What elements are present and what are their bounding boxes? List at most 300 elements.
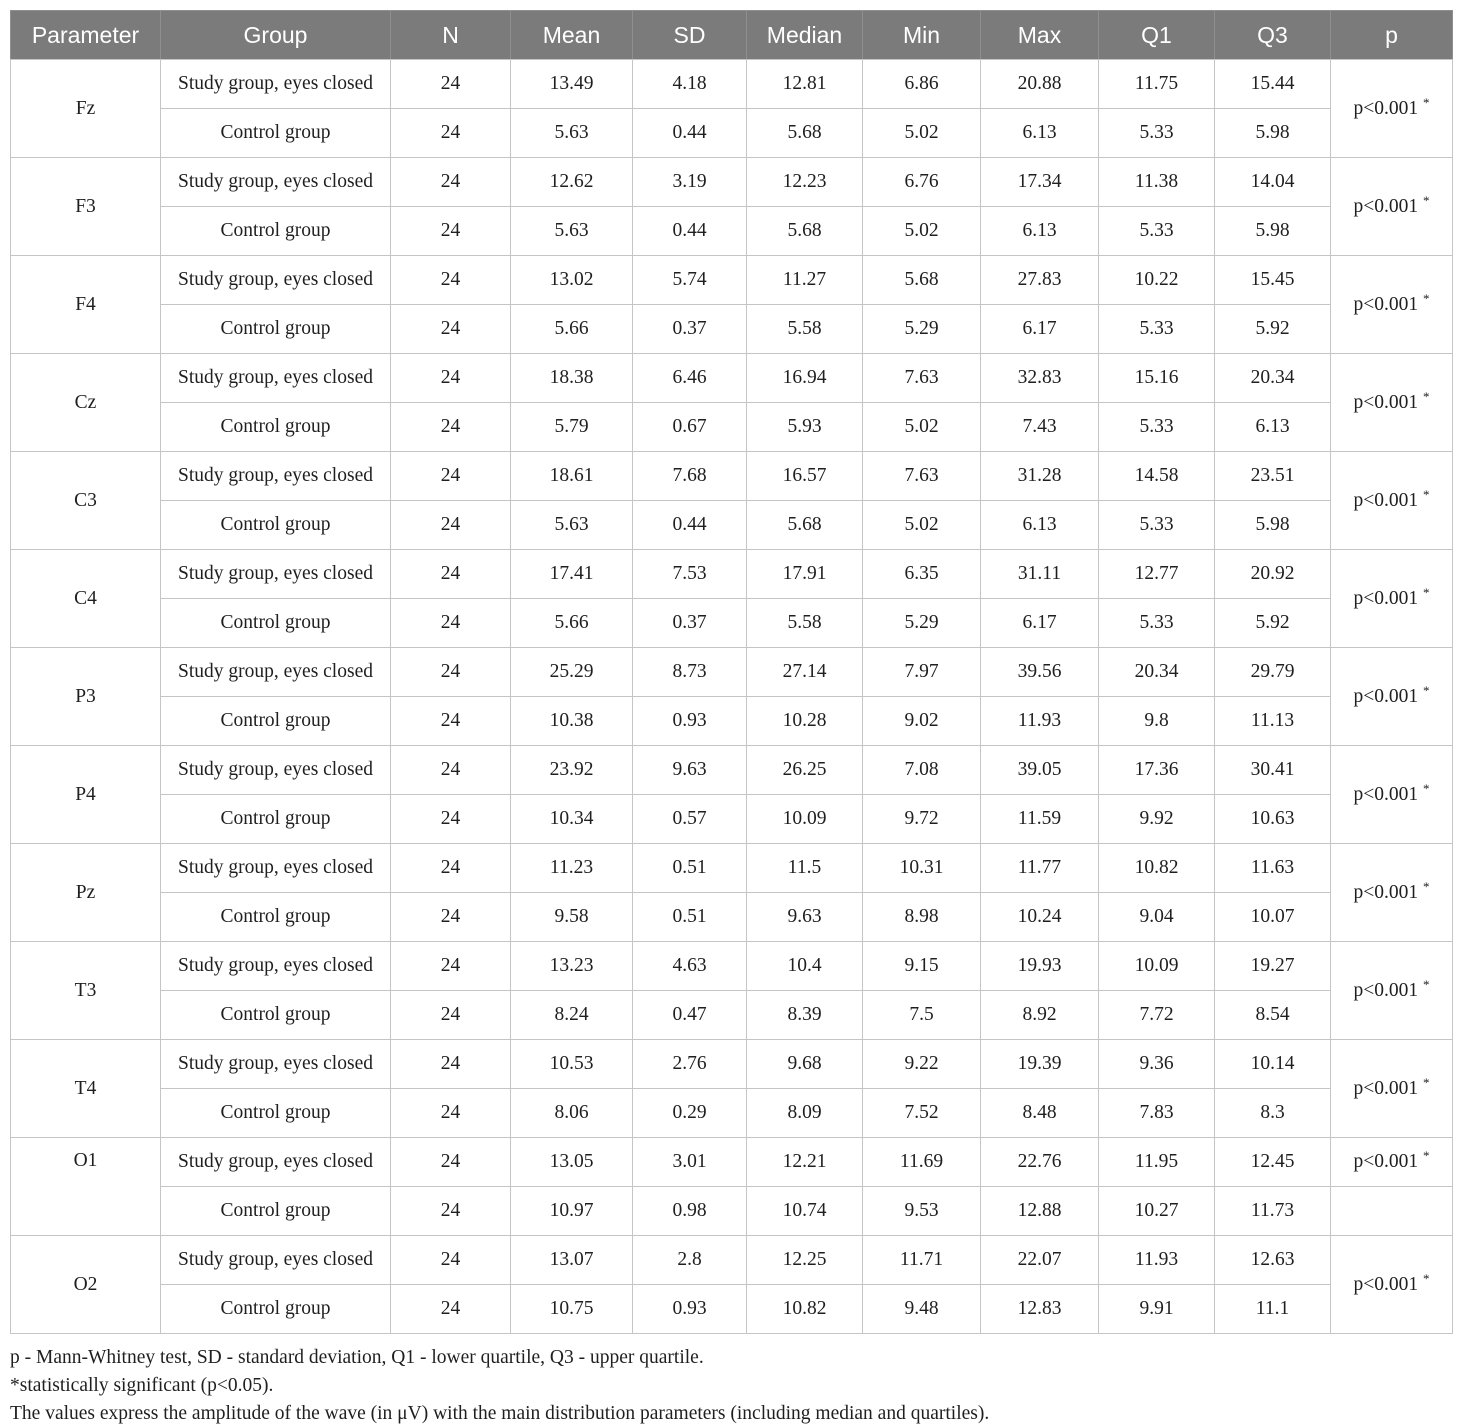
table-body [11,60,1453,1334]
p-value-text: p<0.001 [1353,587,1423,609]
study-n-cell: 24 [391,256,511,305]
p-value-cell [1331,648,1453,746]
control-mean-cell: 5.66 [511,305,633,354]
study-n-cell: 24 [391,942,511,991]
column-header-median: Median [747,11,863,60]
p-value-text: p<0.001 [1353,1151,1423,1172]
study-max-cell: 39.05 [981,746,1099,795]
table-row-t3-study [11,942,1453,991]
study-n-cell: 24 [391,1138,511,1187]
significance-star: * [1423,682,1430,698]
control-q3-cell: 11.1 [1215,1285,1331,1334]
significance-star: * [1423,780,1430,796]
control-q1-cell: 5.33 [1099,305,1215,354]
control-q3-cell: 10.07 [1215,893,1331,942]
study-n-cell: 24 [391,648,511,697]
control-group-cell: Control group [161,305,391,354]
control-min-cell: 7.5 [863,991,981,1040]
control-q1-cell: 9.92 [1099,795,1215,844]
p-value-text: p<0.001 [1353,1077,1423,1099]
footnote-line-2: *statistically significant (p<0.05). [10,1375,274,1396]
study-n-cell: 24 [391,354,511,403]
study-max-cell: 11.77 [981,844,1099,893]
p-value-cell [1331,60,1453,158]
control-max-cell: 11.93 [981,697,1099,746]
study-n-cell: 24 [391,1236,511,1285]
control-n-cell: 24 [391,305,511,354]
study-max-cell: 32.83 [981,354,1099,403]
study-max-cell: 22.07 [981,1236,1099,1285]
control-max-cell: 8.92 [981,991,1099,1040]
parameter-cell: P3 [11,648,161,746]
control-min-cell: 5.02 [863,207,981,256]
control-mean-cell: 5.63 [511,109,633,158]
p-value-text: p<0.001 [1353,979,1423,1001]
study-sd-cell: 7.68 [633,452,747,501]
table-row-c3-control [11,501,1453,550]
study-mean-cell: 11.23 [511,844,633,893]
column-header-min: Min [863,11,981,60]
footnote-line-3: The values express the amplitude of the wave (in μV) with the main distribution parameters (including median and quartiles). [10,1403,990,1424]
table-row-t3-control [11,991,1453,1040]
p-value-text: p<0.001 [1353,293,1423,315]
p-value-cell [1331,452,1453,550]
control-n-cell: 24 [391,109,511,158]
table-row-p4-control [11,795,1453,844]
control-mean-cell: 5.66 [511,599,633,648]
study-group-cell: Study group, eyes closed [161,746,391,795]
study-group-cell: Study group, eyes closed [161,844,391,893]
column-header-mean: Mean [511,11,633,60]
control-sd-cell: 0.51 [633,893,747,942]
study-q1-cell: 11.75 [1099,60,1215,109]
study-median-cell: 11.5 [747,844,863,893]
study-n-cell: 24 [391,746,511,795]
control-sd-cell: 0.47 [633,991,747,1040]
study-sd-cell: 2.8 [633,1236,747,1285]
study-mean-cell: 13.23 [511,942,633,991]
control-max-cell: 11.59 [981,795,1099,844]
study-q1-cell: 17.36 [1099,746,1215,795]
significance-star: * [1423,584,1430,600]
control-median-cell: 9.63 [747,893,863,942]
study-sd-cell: 9.63 [633,746,747,795]
study-mean-cell: 13.49 [511,60,633,109]
study-sd-cell: 5.74 [633,256,747,305]
control-max-cell: 10.24 [981,893,1099,942]
parameter-cell: T4 [11,1040,161,1138]
study-q3-cell: 15.44 [1215,60,1331,109]
column-header-max: Max [981,11,1099,60]
control-median-cell: 10.28 [747,697,863,746]
study-sd-cell: 7.53 [633,550,747,599]
study-min-cell: 7.97 [863,648,981,697]
study-median-cell: 10.4 [747,942,863,991]
p-value-cell-empty [1331,1187,1453,1236]
study-median-cell: 12.21 [747,1138,863,1187]
control-q1-cell: 7.83 [1099,1089,1215,1138]
study-median-cell: 9.68 [747,1040,863,1089]
control-group-cell: Control group [161,207,391,256]
study-max-cell: 27.83 [981,256,1099,305]
control-group-cell: Control group [161,109,391,158]
table-row-f4-study [11,256,1453,305]
study-max-cell: 19.39 [981,1040,1099,1089]
control-max-cell: 6.13 [981,501,1099,550]
study-mean-cell: 18.38 [511,354,633,403]
study-max-cell: 39.56 [981,648,1099,697]
column-header-sd: SD [633,11,747,60]
control-max-cell: 12.83 [981,1285,1099,1334]
table-row-o1-study [11,1138,1453,1187]
control-max-cell: 8.48 [981,1089,1099,1138]
control-q1-cell: 5.33 [1099,207,1215,256]
p-value-cell [1331,942,1453,1040]
control-median-cell: 5.58 [747,599,863,648]
control-group-cell: Control group [161,403,391,452]
study-q3-cell: 23.51 [1215,452,1331,501]
study-mean-cell: 17.41 [511,550,633,599]
study-group-cell: Study group, eyes closed [161,158,391,207]
control-q1-cell: 9.8 [1099,697,1215,746]
study-n-cell: 24 [391,452,511,501]
study-min-cell: 7.63 [863,452,981,501]
column-header-q1: Q1 [1099,11,1215,60]
control-mean-cell: 10.97 [511,1187,633,1236]
control-q3-cell: 11.73 [1215,1187,1331,1236]
table-row-p4-study [11,746,1453,795]
p-value-cell [1331,550,1453,648]
study-min-cell: 6.35 [863,550,981,599]
parameter-cell: Pz [11,844,161,942]
control-q3-cell: 6.13 [1215,403,1331,452]
control-q1-cell: 5.33 [1099,403,1215,452]
table-row-c3-study [11,452,1453,501]
control-sd-cell: 0.93 [633,697,747,746]
control-min-cell: 9.53 [863,1187,981,1236]
control-sd-cell: 0.93 [633,1285,747,1334]
p-value-cell [1331,1040,1453,1138]
study-min-cell: 5.68 [863,256,981,305]
study-q1-cell: 10.22 [1099,256,1215,305]
study-sd-cell: 6.46 [633,354,747,403]
control-min-cell: 5.29 [863,599,981,648]
study-n-cell: 24 [391,550,511,599]
control-n-cell: 24 [391,795,511,844]
parameter-cell: C3 [11,452,161,550]
study-q3-cell: 30.41 [1215,746,1331,795]
study-group-cell: Study group, eyes closed [161,942,391,991]
control-q1-cell: 9.91 [1099,1285,1215,1334]
control-group-cell: Control group [161,1285,391,1334]
study-max-cell: 22.76 [981,1138,1099,1187]
study-sd-cell: 3.01 [633,1138,747,1187]
parameter-cell: Cz [11,354,161,452]
p-value-text: p<0.001 [1353,783,1423,805]
parameter-cell: P4 [11,746,161,844]
study-group-cell: Study group, eyes closed [161,550,391,599]
control-mean-cell: 10.34 [511,795,633,844]
study-mean-cell: 25.29 [511,648,633,697]
study-median-cell: 27.14 [747,648,863,697]
study-q3-cell: 12.45 [1215,1138,1331,1187]
p-value-text: p<0.001 [1353,391,1423,413]
study-median-cell: 16.94 [747,354,863,403]
significance-star: * [1423,388,1430,404]
p-value-text: p<0.001 [1353,489,1423,511]
control-min-cell: 7.52 [863,1089,981,1138]
study-median-cell: 11.27 [747,256,863,305]
study-min-cell: 6.76 [863,158,981,207]
footnote-line-1: p - Mann-Whitney test, SD - standard deviation, Q1 - lower quartile, Q3 - upper quartile. [10,1347,704,1368]
study-mean-cell: 13.02 [511,256,633,305]
study-q1-cell: 10.82 [1099,844,1215,893]
control-median-cell: 10.74 [747,1187,863,1236]
study-group-cell: Study group, eyes closed [161,1138,391,1187]
control-group-cell: Control group [161,991,391,1040]
study-sd-cell: 8.73 [633,648,747,697]
control-n-cell: 24 [391,599,511,648]
control-median-cell: 10.09 [747,795,863,844]
p-value-cell [1331,354,1453,452]
study-q3-cell: 12.63 [1215,1236,1331,1285]
study-mean-cell: 10.53 [511,1040,633,1089]
significance-star: * [1423,486,1430,502]
study-q3-cell: 29.79 [1215,648,1331,697]
p-value-cell [1331,844,1453,942]
study-n-cell: 24 [391,844,511,893]
control-min-cell: 5.29 [863,305,981,354]
control-q3-cell: 5.98 [1215,109,1331,158]
table-row-t4-control [11,1089,1453,1138]
study-group-cell: Study group, eyes closed [161,354,391,403]
p-value-cell [1331,1236,1453,1334]
study-max-cell: 31.11 [981,550,1099,599]
control-min-cell: 9.48 [863,1285,981,1334]
p-value-text: p<0.001 [1353,685,1423,707]
control-mean-cell: 5.63 [511,207,633,256]
study-mean-cell: 12.62 [511,158,633,207]
table-header [11,11,1453,60]
control-median-cell: 5.58 [747,305,863,354]
control-min-cell: 5.02 [863,501,981,550]
p-value-text: p<0.001 [1353,881,1423,903]
control-sd-cell: 0.37 [633,305,747,354]
table-row-o2-study [11,1236,1453,1285]
control-q3-cell: 10.63 [1215,795,1331,844]
study-q1-cell: 20.34 [1099,648,1215,697]
study-group-cell: Study group, eyes closed [161,452,391,501]
control-group-cell: Control group [161,599,391,648]
study-median-cell: 26.25 [747,746,863,795]
control-median-cell: 5.68 [747,207,863,256]
control-mean-cell: 10.75 [511,1285,633,1334]
table-row-o1-control [11,1187,1453,1236]
parameter-cell: F3 [11,158,161,256]
study-sd-cell: 4.63 [633,942,747,991]
control-q3-cell: 5.98 [1215,207,1331,256]
control-q1-cell: 5.33 [1099,501,1215,550]
study-max-cell: 20.88 [981,60,1099,109]
study-min-cell: 11.71 [863,1236,981,1285]
control-q3-cell: 8.54 [1215,991,1331,1040]
control-mean-cell: 10.38 [511,697,633,746]
column-header-parameter: Parameter [11,11,161,60]
control-q3-cell: 5.92 [1215,305,1331,354]
table-row-pz-study [11,844,1453,893]
study-min-cell: 7.63 [863,354,981,403]
table-row-cz-control [11,403,1453,452]
control-max-cell: 6.13 [981,109,1099,158]
study-min-cell: 7.08 [863,746,981,795]
study-q3-cell: 11.63 [1215,844,1331,893]
control-group-cell: Control group [161,697,391,746]
table-footnotes [10,1344,1452,1428]
p-value-text: p<0.001 [1353,97,1423,119]
control-n-cell: 24 [391,207,511,256]
control-sd-cell: 0.67 [633,403,747,452]
control-sd-cell: 0.29 [633,1089,747,1138]
table-row-c4-control [11,599,1453,648]
p-value-cell [1331,746,1453,844]
control-max-cell: 12.88 [981,1187,1099,1236]
table-row-o2-control [11,1285,1453,1334]
study-median-cell: 17.91 [747,550,863,599]
control-n-cell: 24 [391,991,511,1040]
column-header-q3: Q3 [1215,11,1331,60]
control-max-cell: 6.17 [981,599,1099,648]
study-min-cell: 11.69 [863,1138,981,1187]
parameter-cell: Fz [11,60,161,158]
control-group-cell: Control group [161,795,391,844]
p-value-text: p<0.001 [1353,195,1423,217]
study-n-cell: 24 [391,158,511,207]
control-q1-cell: 5.33 [1099,109,1215,158]
control-q1-cell: 5.33 [1099,599,1215,648]
control-sd-cell: 0.44 [633,109,747,158]
significance-star: * [1423,878,1430,894]
table-row-f3-control [11,207,1453,256]
significance-star: * [1423,192,1430,208]
study-max-cell: 31.28 [981,452,1099,501]
header-row [11,11,1453,60]
study-q3-cell: 20.92 [1215,550,1331,599]
table-row-c4-study [11,550,1453,599]
study-group-cell: Study group, eyes closed [161,60,391,109]
study-q1-cell: 11.93 [1099,1236,1215,1285]
p-value-cell [1331,158,1453,256]
study-n-cell: 24 [391,1040,511,1089]
study-group-cell: Study group, eyes closed [161,256,391,305]
control-median-cell: 8.39 [747,991,863,1040]
study-q1-cell: 11.38 [1099,158,1215,207]
table-row-p3-control [11,697,1453,746]
study-q1-cell: 11.95 [1099,1138,1215,1187]
control-mean-cell: 8.24 [511,991,633,1040]
control-median-cell: 5.68 [747,501,863,550]
control-group-cell: Control group [161,501,391,550]
study-mean-cell: 13.05 [511,1138,633,1187]
study-q1-cell: 15.16 [1099,354,1215,403]
study-mean-cell: 18.61 [511,452,633,501]
control-mean-cell: 8.06 [511,1089,633,1138]
table-row-pz-control [11,893,1453,942]
study-group-cell: Study group, eyes closed [161,1236,391,1285]
study-min-cell: 6.86 [863,60,981,109]
study-q3-cell: 19.27 [1215,942,1331,991]
control-n-cell: 24 [391,893,511,942]
control-median-cell: 10.82 [747,1285,863,1334]
parameter-cell: O2 [11,1236,161,1334]
study-q1-cell: 9.36 [1099,1040,1215,1089]
control-sd-cell: 0.57 [633,795,747,844]
control-group-cell: Control group [161,893,391,942]
control-n-cell: 24 [391,1187,511,1236]
significance-star: * [1423,290,1430,306]
study-max-cell: 17.34 [981,158,1099,207]
column-header-p: p [1331,11,1453,60]
control-n-cell: 24 [391,403,511,452]
control-sd-cell: 0.44 [633,207,747,256]
control-median-cell: 5.68 [747,109,863,158]
parameter-cell: O1 [11,1138,161,1236]
study-q3-cell: 15.45 [1215,256,1331,305]
control-q3-cell: 11.13 [1215,697,1331,746]
control-sd-cell: 0.37 [633,599,747,648]
control-min-cell: 8.98 [863,893,981,942]
study-mean-cell: 23.92 [511,746,633,795]
study-q1-cell: 14.58 [1099,452,1215,501]
study-q3-cell: 20.34 [1215,354,1331,403]
control-n-cell: 24 [391,1089,511,1138]
control-n-cell: 24 [391,501,511,550]
control-q1-cell: 10.27 [1099,1187,1215,1236]
parameter-cell: C4 [11,550,161,648]
study-min-cell: 10.31 [863,844,981,893]
p-value-cell [1331,256,1453,354]
study-sd-cell: 0.51 [633,844,747,893]
control-sd-cell: 0.44 [633,501,747,550]
study-sd-cell: 2.76 [633,1040,747,1089]
study-median-cell: 12.25 [747,1236,863,1285]
control-q1-cell: 9.04 [1099,893,1215,942]
control-q1-cell: 7.72 [1099,991,1215,1040]
column-header-n: N [391,11,511,60]
control-mean-cell: 5.63 [511,501,633,550]
control-sd-cell: 0.98 [633,1187,747,1236]
control-q3-cell: 5.92 [1215,599,1331,648]
control-q3-cell: 5.98 [1215,501,1331,550]
control-median-cell: 8.09 [747,1089,863,1138]
table-row-fz-control [11,109,1453,158]
study-min-cell: 9.22 [863,1040,981,1089]
study-q1-cell: 12.77 [1099,550,1215,599]
significance-star: * [1423,1270,1430,1286]
control-min-cell: 9.72 [863,795,981,844]
study-group-cell: Study group, eyes closed [161,1040,391,1089]
table-row-f4-control [11,305,1453,354]
study-max-cell: 19.93 [981,942,1099,991]
control-n-cell: 24 [391,697,511,746]
control-mean-cell: 5.79 [511,403,633,452]
control-group-cell: Control group [161,1187,391,1236]
column-header-group: Group [161,11,391,60]
significance-star: * [1423,976,1430,992]
statistics-table [10,10,1453,1334]
study-median-cell: 12.81 [747,60,863,109]
control-max-cell: 7.43 [981,403,1099,452]
study-q1-cell: 10.09 [1099,942,1215,991]
